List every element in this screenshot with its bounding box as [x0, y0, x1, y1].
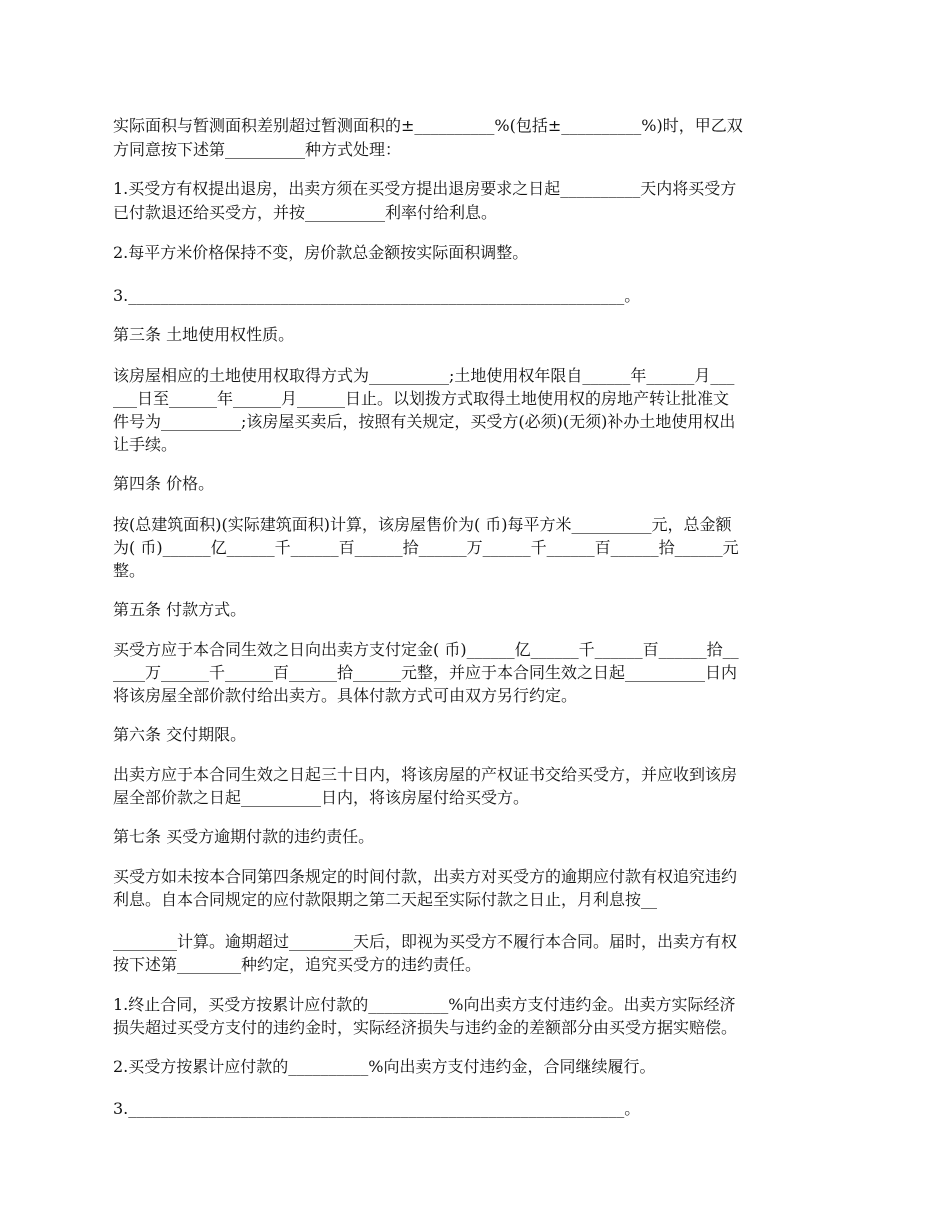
text-line: 实际面积与暂测面积差别超过暂测面积的±__________%(包括±__________%)时，甲乙双 — [113, 116, 743, 135]
text-line: 3.______________________________________________________________。 — [113, 1099, 641, 1118]
text-line: 买受方应于本合同生效之日向出卖方支付定金( 币)______亿______千______百______拾__ — [113, 640, 739, 659]
section-heading: 第四条 价格。 — [113, 474, 215, 493]
text-line: 屋全部价款之日起__________日内，将该房屋付给买受方。 — [113, 788, 530, 807]
section-heading: 第三条 土地使用权性质。 — [113, 325, 295, 344]
text-line: 1.终止合同，买受方按累计应付款的__________%向出卖方支付违约金。出卖方实际经济 — [113, 995, 736, 1014]
text-line: 整。 — [113, 561, 146, 580]
text-line: 为( 币)______亿______千______百______拾______万______千______百______拾______元 — [113, 538, 739, 557]
text-line: 3.______________________________________________________________。 — [113, 286, 641, 305]
text-line: 让手续。 — [113, 435, 178, 454]
text-line: 损失超过买受方支付的违约金时，实际经济损失与违约金的差额部分由买受方据实赔偿。 — [113, 1018, 738, 1037]
text-line: 1.买受方有权提出退房，出卖方须在买受方提出退房要求之日起__________天内将买受方 — [113, 179, 737, 198]
text-line: 2.每平方米价格保持不变，房价款总金额按实际面积调整。 — [113, 243, 529, 262]
section-heading: 第五条 付款方式。 — [113, 600, 247, 619]
text-line: ____万______千______百______拾______元整，并应于本合同生效之日起__________日内 — [113, 663, 738, 682]
text-line: 出卖方应于本合同生效之日起三十日内，将该房屋的产权证书交给买受方，并应收到该房 — [113, 765, 738, 784]
text-line: 按下述第________种约定，追究买受方的违约责任。 — [113, 955, 482, 974]
text-line: 该房屋相应的土地使用权取得方式为__________;土地使用权年限自______年______月___ — [113, 366, 735, 385]
text-line: 利息。自本合同规定的应付款限期之第二天起至实际付款之日止，月利息按__ — [113, 890, 658, 909]
section-heading: 第七条 买受方逾期付款的违约责任。 — [113, 827, 375, 846]
text-line: 方同意按下述第__________种方式处理： — [113, 140, 402, 159]
text-line: ________计算。逾期超过________天后，即视为买受方不履行本合同。届时，出卖方有权 — [113, 932, 738, 951]
text-line: 买受方如未按本合同第四条规定的时间付款，出卖方对买受方的逾期应付款有权追究违约 — [113, 867, 738, 886]
text-line: 已付款退还给买受方，并按__________利率付给利息。 — [113, 203, 498, 222]
section-heading: 第六条 交付期限。 — [113, 725, 247, 744]
text-line: 2.买受方按累计应付款的__________%向出卖方支付违约金，合同继续履行。 — [113, 1057, 656, 1076]
text-line: 件号为__________;该房屋买卖后，按照有关规定，买受方(必须)(无须)补办土地使用权出 — [113, 412, 736, 431]
text-line: 将该房屋全部价款付给出卖方。具体付款方式可由双方另行约定。 — [113, 686, 578, 705]
text-line: 按(总建筑面积)(实际建筑面积)计算，该房屋售价为( 币)每平方米__________元，总金额 — [113, 515, 732, 534]
text-line: ___日至______年______月______日止。以划拨方式取得土地使用权的房地产转让批准文 — [113, 389, 730, 408]
